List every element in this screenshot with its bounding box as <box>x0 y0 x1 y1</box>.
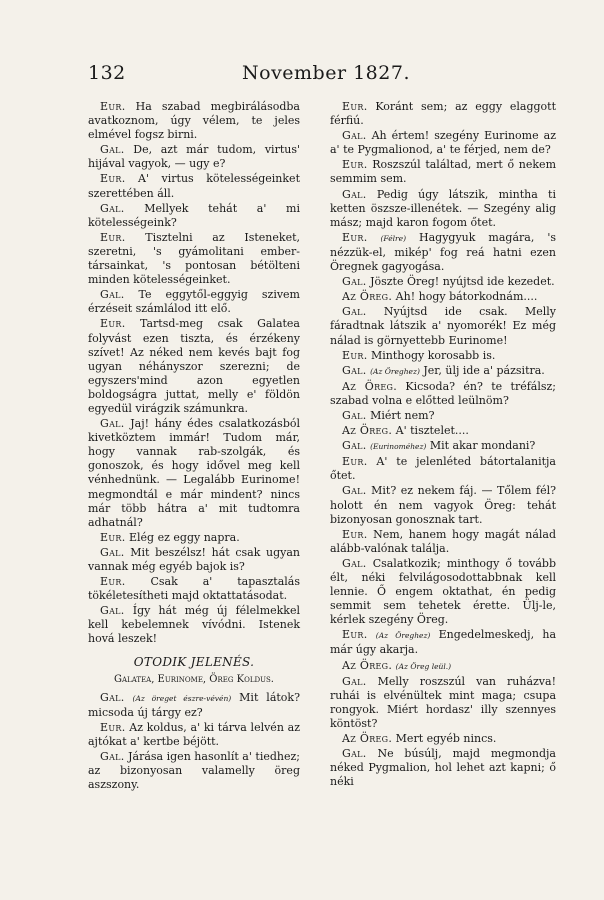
dialogue-line <box>330 455 556 483</box>
speaker-label: Gal. <box>100 417 125 431</box>
page-number: 132 <box>88 62 126 84</box>
dialogue-line <box>88 172 300 200</box>
speaker-label: Gal. <box>100 750 125 764</box>
speaker-label: Gal. <box>342 674 367 688</box>
dialogue-line <box>330 659 556 674</box>
speaker-label: Eur. <box>100 530 126 544</box>
dialogue-text: Jaj! hány édes csalatkozásból kivetköztem immár! Tudom már, hogy vannak rab-szolgák, és gonoszok, és hogy idővel meg kell vénhednünk. — Legalább Eurinome! megmondtál e már mindent? nincs már több hátra a' mit tudtomra adhatnál? <box>88 417 301 529</box>
dialogue-text: Te eggytől-eggyig szivem érzéseit számlálod itt elő. <box>88 288 300 316</box>
speaker-label: Gal. <box>342 305 367 319</box>
speaker-label: Az Öreg. <box>342 290 393 304</box>
stage-direction: (Az Öreghez) <box>375 631 431 641</box>
left-dialogue-a <box>88 100 300 647</box>
dialogue-text: Nyújtsd ide csak. Melly fáradtnak látszik a' nyomorék! Ez még nálad is görnyettebb Eurinome! <box>330 305 556 347</box>
dialogue-line <box>330 675 556 731</box>
dialogue-line <box>88 143 300 171</box>
speaker-label: Gal. <box>342 408 367 422</box>
dialogue-text: Csalatkozik; minthogy ő tovább élt, néki felvilágosodottabbnak kell lennie. Ő engem oktathat, én pedig semmit sem tehetek érette. Ülj-le, kérlek szegény Öreg. <box>330 556 556 627</box>
dialogue-line <box>330 231 556 274</box>
dialogue-text: Ne búsúlj, majd megmondja néked Pygmalion, hol lehet azt kapni; ő néki <box>330 747 556 789</box>
speaker-label: Gal. <box>100 201 125 215</box>
dialogue-line <box>330 628 556 657</box>
dialogue-line <box>330 439 556 454</box>
speaker-label: Eur. <box>100 100 126 113</box>
dialogue-line <box>330 275 556 289</box>
dialogue-text: A' tisztelet.... <box>395 424 469 438</box>
dialogue-line <box>88 202 300 230</box>
dialogue-line <box>330 528 556 556</box>
dialogue-line <box>330 305 556 347</box>
dialogue-text: A' te jelenléted bátortalanitja őtet. <box>330 455 556 483</box>
speaker-label: Eur. <box>100 720 126 734</box>
dialogue-line <box>88 721 300 749</box>
speaker-label: Eur. <box>100 317 126 331</box>
speaker-label: Gal. <box>342 556 367 570</box>
dialogue-text: Miért nem? <box>370 408 435 422</box>
dialogue-text: Tartsd-meg csak Galatea folyvást ezen tiszta, és érzékeny szívet! Az néked nem kevés bajt fog ugyan néhányszor szerezni; de egyszers'mind azon egyetlen boldogságra juttat, melly e' földön egyedül virágzik számunkra. <box>88 317 300 415</box>
speaker-label: Eur. <box>100 230 126 244</box>
dialogue-line <box>88 604 300 646</box>
stage-direction: (Az Öreghez) <box>370 366 420 376</box>
dialogue-text: Nem, hanem hogy magát nálad alább-valónak találja. <box>330 527 556 555</box>
dialogue-line <box>88 288 300 316</box>
dialogue-line <box>330 380 556 408</box>
dialogue-text: Roszszúl találtad, mert ő nekem semmim sem. <box>330 158 556 186</box>
speaker-label: Eur. <box>342 230 368 244</box>
dialogue-line <box>88 546 300 574</box>
dialogue-text: A' virtus kötelességeinket szerettében áll. <box>88 172 300 200</box>
dialogue-line <box>330 732 556 746</box>
speaker-label: Eur. <box>342 527 368 541</box>
speaker-label: Eur. <box>342 158 368 172</box>
speaker-label: Eur. <box>342 100 368 113</box>
dialogue-text: Elég ez eggy napra. <box>129 530 240 544</box>
dialogue-line <box>88 531 300 545</box>
speaker-label: Az Öreg. <box>342 732 393 746</box>
stage-direction: (Eurinoméhez) <box>370 442 427 452</box>
dialogue-line <box>88 231 300 287</box>
dialogue-line <box>88 691 300 720</box>
dialogue-line <box>330 158 556 186</box>
speaker-label: Gal. <box>342 187 367 201</box>
speaker-label: Gal. <box>342 129 367 143</box>
dialogue-text: Mert egyéb nincs. <box>395 732 497 746</box>
speaker-label: Az Öreg. <box>342 658 393 672</box>
dialogue-text: Pedig úgy látszik, mintha ti ketten öszsze-illenétek. — Szegény alig mász; majd karon fogom őtet. <box>330 187 556 229</box>
page-header <box>88 62 524 86</box>
speaker-label: Gal. <box>100 604 125 618</box>
dialogue-line <box>88 750 300 792</box>
dialogue-text: Az koldus, a' ki tárva lelvén az ajtókat a' kertbe béjött. <box>88 720 300 749</box>
dialogue-text: De, azt már tudom, virtus' hijával vagyok, — ugy e? <box>88 143 301 171</box>
dialogue-text: Engedelmeskedj, ha már úgy akarja. <box>330 628 556 657</box>
dialogue-text: Csak a' tapasztalás tökéletesítheti majd oktattatásodat. <box>88 575 300 603</box>
dialogue-text: Kicsoda? én? te tréfálsz; szabad volna e előtted leülnöm? <box>330 379 557 407</box>
dialogue-text: Mit? ez nekem fáj. — Tőlem fél? holott én nem vagyok Öreg: tehát bizonyosan gonosznak tart. <box>330 484 556 526</box>
dialogue-line <box>330 409 556 423</box>
dialogue-text: Így hát még új félelmekkel kell kebelemnek vívódni. Istenek hová leszek! <box>88 604 300 646</box>
dialogue-text: Minthogy korosabb is. <box>371 348 496 362</box>
left-dialogue-b <box>88 691 300 793</box>
dialogue-text: Ha szabad megbirálásodba avatkoznom, úgy vélem, te jeles elmével fogsz birni. <box>88 100 300 142</box>
speaker-label: Gal. <box>342 484 367 498</box>
dialogue-line <box>88 100 300 142</box>
dialogue-line <box>330 484 556 526</box>
dialogue-line <box>330 364 556 379</box>
dialogue-text: Mit látok? micsoda új tárgy ez? <box>88 690 300 719</box>
speaker-label: Eur. <box>100 575 126 589</box>
speaker-label: Gal. <box>100 143 125 157</box>
dialogue-text: Melly roszszúl van ruházva! ruhái is elvénültek mint maga; csupa rongyok. Miért hordasz' illy szennyes köntöst? <box>330 674 557 730</box>
speaker-label: Eur. <box>342 628 368 642</box>
speaker-label: Gal. <box>342 439 367 453</box>
speaker-label: Gal. <box>100 545 125 559</box>
speaker-label: Az Öreg. <box>342 379 398 393</box>
left-column <box>88 100 300 793</box>
dialogue-text: Ah! hogy bátorkodnám.... <box>395 290 538 304</box>
scene-cast: Galatea, Eurinome, Öreg Koldus. <box>114 673 274 685</box>
dialogue-line <box>88 417 300 530</box>
dialogue-line <box>88 575 300 603</box>
speaker-label: Gal. <box>342 275 367 289</box>
dialogue-text: Mit akar mondani? <box>429 439 536 453</box>
dialogue-text: Jer, ülj ide a' pázsitra. <box>423 363 545 377</box>
dialogue-text: Koránt sem; az eggy elaggott férfiú. <box>330 100 556 128</box>
dialogue-text: Mit beszélsz! hát csak ugyan vannak még egyéb bajok is? <box>88 545 300 573</box>
dialogue-line <box>330 129 556 157</box>
dialogue-line <box>330 188 556 230</box>
dialogue-text: Tisztelni az Isteneket, szeretni, 's gyámolitani ember-társainkat, 's pontosan bétölteni minden kötelességeinket. <box>88 230 300 287</box>
dialogue-line <box>330 349 556 363</box>
speaker-label: Eur. <box>100 172 126 186</box>
dialogue-text: Ah értem! szegény Eurinome az a' te Pygmalionod, a' te férjed, nem de? <box>330 129 556 157</box>
speaker-label: Eur. <box>342 348 368 362</box>
speaker-label: Gal. <box>100 690 125 704</box>
stage-direction: (Az öreget észre-vévén) <box>132 693 232 703</box>
dialogue-line <box>330 747 556 789</box>
speaker-label: Gal. <box>342 747 367 761</box>
stage-direction: (Az Öreg leül.) <box>395 661 452 671</box>
right-column <box>330 100 556 790</box>
dialogue-line <box>88 317 300 416</box>
speaker-label: Gal. <box>100 288 125 302</box>
dialogue-line <box>330 100 556 128</box>
dialogue-line <box>330 424 556 438</box>
dialogue-text: Jöszte Öreg! nyújtsd ide kezedet. <box>370 275 555 289</box>
scene-title: OTODIK JELENÉS. <box>133 654 255 669</box>
dialogue-text: Mellyek tehát a' mi kötelességeink? <box>88 201 301 229</box>
dialogue-text: Járása igen hasonlít a' tiedhez; az bizonyosan valamelly öreg aszszony. <box>88 750 300 792</box>
speaker-label: Az Öreg. <box>342 424 393 438</box>
speaker-label: Eur. <box>342 455 368 469</box>
dialogue-line <box>330 557 556 627</box>
speaker-label: Gal. <box>342 363 367 377</box>
dialogue-line <box>330 290 556 304</box>
dialogue-text: Hagygyuk magára, 's nézzük-el, mikép' fog reá hatni ezen Öregnek gagyogása. <box>330 230 556 274</box>
running-title: November 1827. <box>242 62 410 84</box>
stage-direction: (Félre) <box>380 233 407 243</box>
